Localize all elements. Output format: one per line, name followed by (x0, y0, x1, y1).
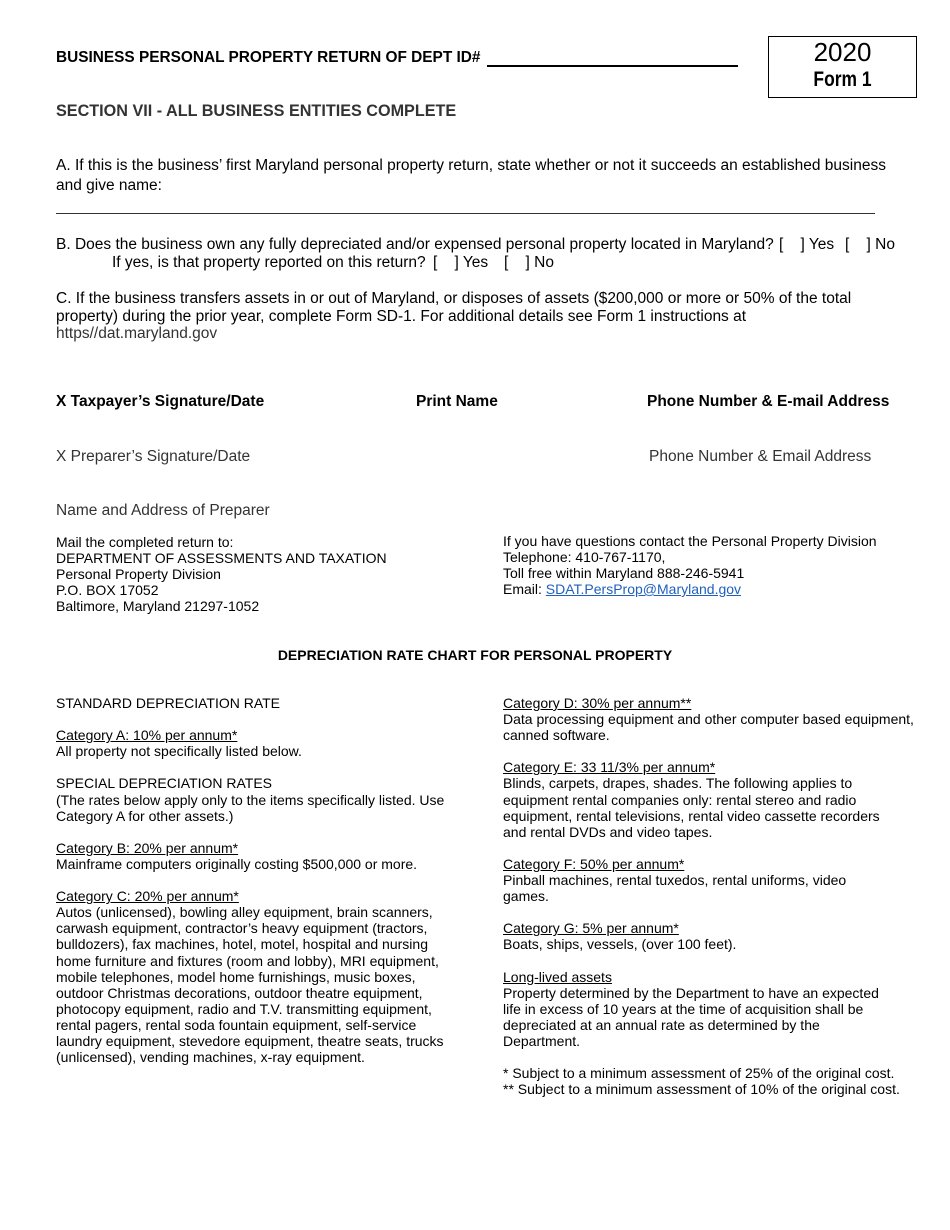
question-c (56, 290, 851, 343)
standard-rate-heading: STANDARD DEPRECIATION RATE (56, 695, 281, 711)
contact-line: If you have questions contact the Personal Property Division (503, 533, 877, 549)
chart-left-column (56, 695, 444, 1081)
question-b-followup-no-checkbox[interactable]: [ ] No (504, 254, 554, 271)
contact-block (503, 533, 877, 597)
category-d-description-line: Data processing equipment and other computer based equipment, (503, 711, 914, 728)
category-e-description-line: equipment rental companies only: rental stereo and radio (503, 791, 857, 808)
preparer-name-address-label: Name and Address of Preparer (56, 502, 270, 519)
question-c-line: C. If the business transfers assets in or out of Maryland, or disposes of assets ($200,000 or more or 50% of the total (56, 290, 852, 307)
contact-phone: Telephone: 410-767-1170, (503, 549, 666, 565)
form-id-box (768, 36, 917, 98)
question-a-line: and give name: (56, 177, 162, 194)
return-title: BUSINESS PERSONAL PROPERTY RETURN OF DEPT ID# (56, 49, 481, 66)
category-d-description-line: canned software. (503, 727, 610, 744)
depreciation-chart-title: DEPRECIATION RATE CHART FOR PERSONAL PROPERTY (277, 647, 673, 663)
predecessor-name-field-line[interactable] (56, 213, 875, 214)
mailing-line: DEPARTMENT OF ASSESSMENTS AND TAXATION (56, 550, 387, 566)
category-b-description: Mainframe computers originally costing $500,000 or more. (56, 855, 418, 872)
category-c-description-line: bulldozers), fax machines, hotel, motel, hospital and nursing (56, 936, 428, 953)
category-g-heading: Category G: 5% per annum* (503, 920, 679, 937)
footnote: * Subject to a minimum assessment of 25% of the original cost. (503, 1065, 895, 1082)
question-b-no-checkbox[interactable]: [ ] No (845, 236, 895, 253)
chart-right-column (503, 695, 914, 1113)
category-c-description-line: photocopy equipment, radio and T.V. transmitting equipment, (56, 1000, 432, 1017)
standard-rate-block (56, 695, 444, 711)
category-g-block (503, 920, 914, 952)
instructions-url: https//dat.maryland.gov (56, 325, 218, 343)
category-e-description-line: and rental DVDs and video tapes. (503, 823, 713, 840)
print-name-label: Print Name (416, 393, 498, 410)
question-a-line: A. If this is the business’ first Maryland personal property return, state whether or not it succeeds an established business (56, 157, 886, 174)
preparer-signature-label: X Preparer’s Signature/Date (56, 448, 251, 465)
category-c-heading: Category C: 20% per annum* (56, 888, 239, 905)
category-b-block (56, 840, 444, 872)
section-title: SECTION VII - ALL BUSINESS ENTITIES COMPLETE (56, 102, 457, 120)
mailing-line: Personal Property Division (56, 566, 221, 582)
category-c-description-line: (unlicensed), vending machines, x-ray equipment. (56, 1049, 365, 1066)
form-number: Form 1 (813, 68, 872, 91)
mailing-line: Baltimore, Maryland 21297-1052 (56, 598, 260, 614)
long-lived-assets-description-line: Department. (503, 1032, 581, 1049)
category-c-description-line: home furniture and fixtures (room and lobby), MRI equipment, (56, 952, 439, 969)
category-a-description: All property not specifically listed below. (56, 743, 302, 760)
contact-toll-free: Toll free within Maryland 888-246-5941 (503, 565, 745, 581)
footnotes-block (503, 1065, 914, 1097)
question-b-yes-checkbox[interactable]: [ ] Yes (779, 236, 835, 253)
category-c-description-line: outdoor Christmas decorations, outdoor theatre equipment, (56, 984, 423, 1001)
category-a-heading: Category A: 10% per annum* (56, 727, 238, 744)
long-lived-assets-description-line: Property determined by the Department to have an expected (503, 984, 879, 1001)
email-label: Email: (503, 581, 542, 597)
long-lived-assets-description-line: life in excess of 10 years at the time of acquisition shall be (503, 1000, 864, 1017)
category-d-heading: Category D: 30% per annum** (503, 695, 692, 711)
mailing-line: Mail the completed return to: (56, 534, 234, 550)
category-c-description-line: carwash equipment, contractor’s heavy equipment (tractors, (56, 920, 428, 937)
category-e-description-line: Blinds, carpets, drapes, shades. The following applies to (503, 775, 853, 792)
form-year: 2020 (813, 37, 872, 67)
long-lived-assets-description-line: depreciated at an annual rate as determined by the (503, 1016, 820, 1033)
long-lived-assets-block (503, 969, 914, 1049)
email-link[interactable]: SDAT.PersProp@Maryland.gov (545, 581, 742, 597)
taxpayer-signature-label: X Taxpayer’s Signature/Date (56, 393, 265, 410)
question-b-text: B. Does the business own any fully depreciated and/or expensed personal property located in Maryland? (56, 236, 774, 253)
special-rates-block (56, 775, 444, 823)
category-d-block (503, 695, 914, 743)
question-b-followup-text: If yes, is that property reported on this return? (112, 254, 426, 271)
long-lived-assets-heading: Long-lived assets (503, 968, 612, 985)
question-c-line: property) during the prior year, complete Form SD-1. For additional details see Form 1 instructions at (56, 307, 747, 325)
contact-email-row (503, 581, 877, 597)
preparer-contact-label: Phone Number & Email Address (649, 448, 872, 465)
category-e-heading: Category E: 33 11/3% per annum* (503, 759, 716, 776)
mailing-line: P.O. BOX 17052 (56, 582, 159, 598)
footnote: ** Subject to a minimum assessment of 10% of the original cost. (503, 1081, 900, 1098)
category-g-description: Boats, ships, vessels, (over 100 feet). (503, 936, 737, 953)
category-e-description-line: equipment, rental televisions, rental video cassette recorders (503, 807, 880, 824)
category-c-description-line: rental pagers, rental soda fountain equipment, self-service (56, 1016, 417, 1033)
category-f-description-line: Pinball machines, rental tuxedos, rental uniforms, video (503, 872, 847, 889)
special-rates-note: (The rates below apply only to the items specifically listed. Use (56, 791, 445, 808)
category-a-block (56, 727, 444, 759)
special-rates-heading: SPECIAL DEPRECIATION RATES (56, 775, 273, 792)
category-f-block (503, 856, 914, 904)
category-f-heading: Category F: 50% per annum* (503, 855, 685, 872)
category-c-block (56, 888, 444, 1065)
category-b-heading: Category B: 20% per annum* (56, 839, 239, 856)
mailing-address-block (56, 534, 387, 614)
question-a (56, 156, 886, 196)
special-rates-note: Category A for other assets.) (56, 807, 234, 824)
category-c-description-line: Autos (unlicensed), bowling alley equipment, brain scanners, (56, 904, 433, 921)
category-c-description-line: laundry equipment, stevedore equipment, theatre seats, trucks (56, 1032, 444, 1049)
category-f-description-line: games. (503, 888, 549, 905)
dept-id-field-line[interactable] (487, 65, 738, 67)
question-b-followup-yes-checkbox[interactable]: [ ] Yes (433, 254, 489, 271)
category-e-block (503, 759, 914, 839)
taxpayer-contact-label: Phone Number & E-mail Address (647, 393, 890, 410)
category-c-description-line: mobile telephones, model home furnishings, music boxes, (56, 968, 416, 985)
